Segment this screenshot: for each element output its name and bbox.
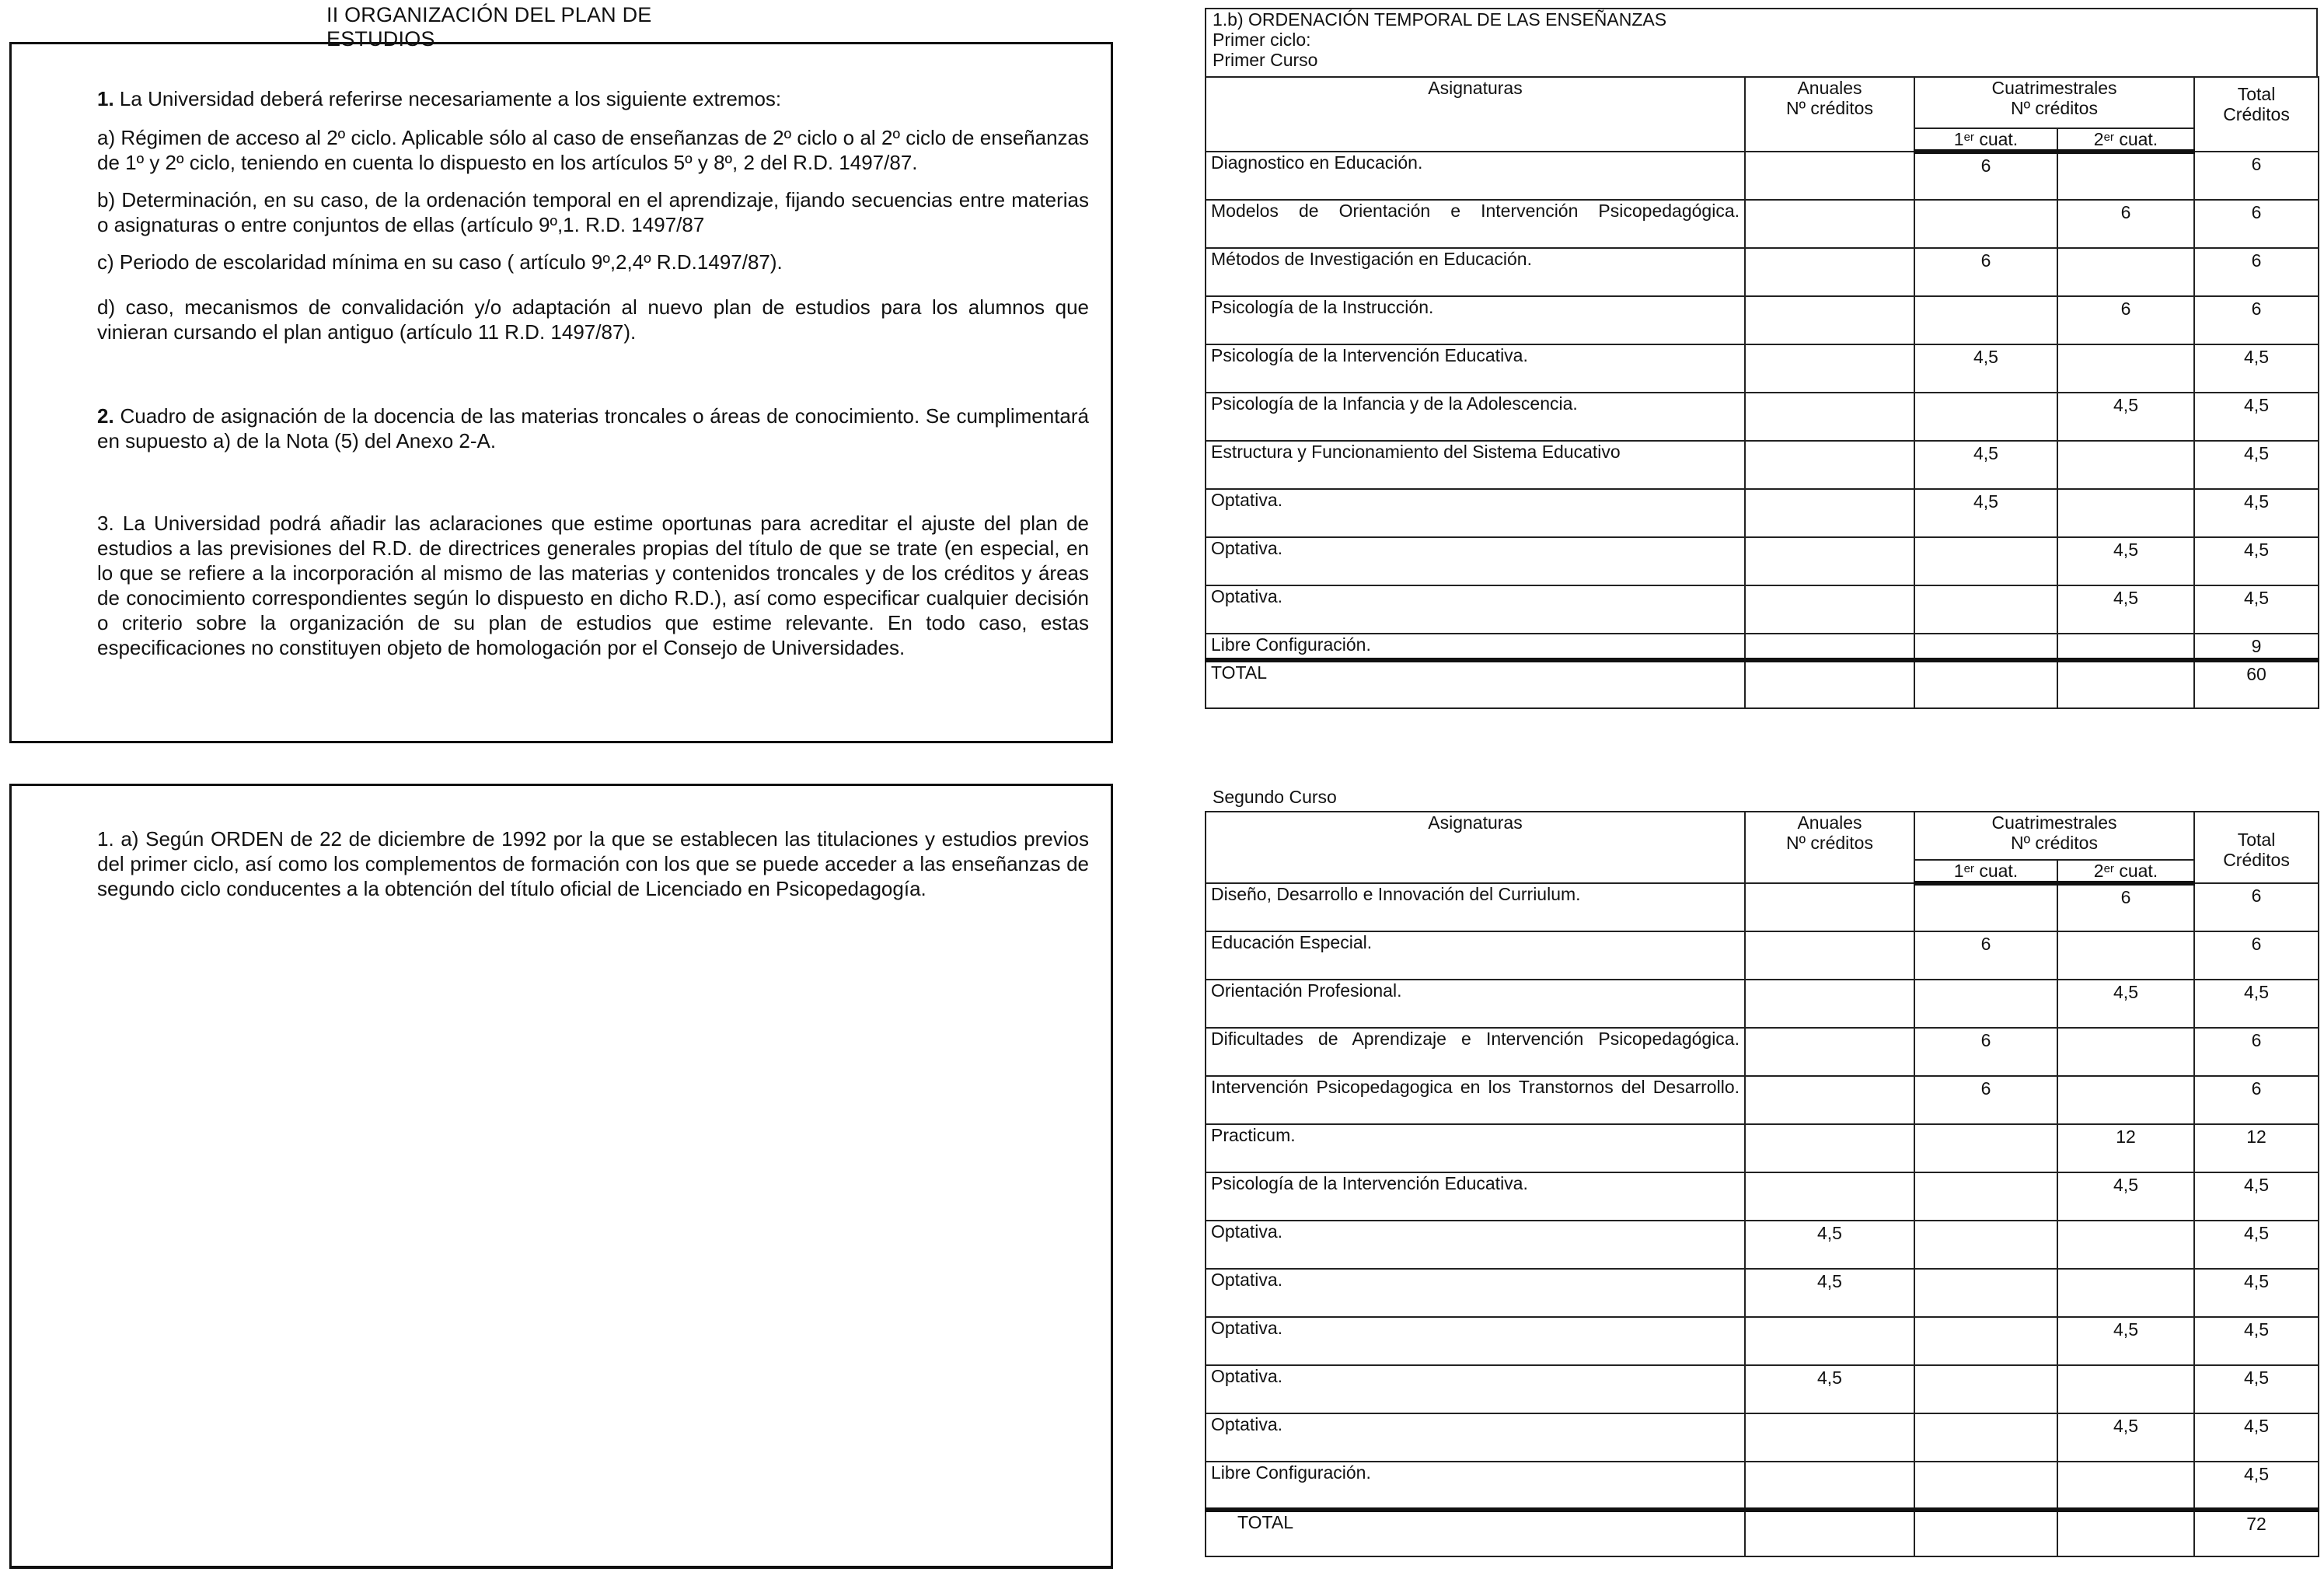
subject-cell: Intervención Psicopedagogica en los Transtornos del Desarrollo. bbox=[1206, 1076, 1745, 1124]
table-row bbox=[1206, 1124, 2319, 1172]
total-credits-cell: 4,5 bbox=[2194, 441, 2319, 489]
subject-cell: Optativa. bbox=[1206, 1269, 1745, 1317]
total-credits-cell: 4,5 bbox=[2194, 489, 2319, 537]
total-credits-cell: 6 bbox=[2194, 296, 2319, 344]
paragraph-a: a) Régimen de acceso al 2º ciclo. Aplicable sólo al caso de enseñanzas de 2º ciclo o al 2º ciclo de enseñanzas de 1º y 2º ciclo, teniendo en cuenta lo dispuesto en los artículos 5º y 8º, 2 del R.D. 1497/87. bbox=[97, 126, 1089, 174]
column-header-q2 bbox=[2057, 860, 2194, 883]
table-row bbox=[1206, 296, 2319, 344]
total-credits-cell: 4,5 bbox=[2194, 393, 2319, 441]
table-row bbox=[1206, 248, 2319, 296]
q1-number: 1 bbox=[1953, 861, 1964, 881]
table-row bbox=[1206, 1221, 2319, 1269]
q2-credits-cell bbox=[2057, 248, 2194, 296]
q1-credits-cell bbox=[1914, 1269, 2057, 1317]
q2-credits-cell: 6 bbox=[2057, 200, 2194, 248]
first-table-cycle: Primer ciclo: bbox=[1213, 30, 1311, 50]
instructions-box bbox=[9, 42, 1113, 743]
table-row bbox=[1206, 1269, 2319, 1317]
q1-credits-cell bbox=[1914, 1317, 2057, 1365]
subject-cell: Psicología de la Infancia y de la Adolescencia. bbox=[1206, 393, 1745, 441]
table-row bbox=[1206, 931, 2319, 980]
annual-credits-cell bbox=[1745, 393, 1914, 441]
subject-cell: Psicología de la Instrucción. bbox=[1206, 296, 1745, 344]
q1-credits-cell: 6 bbox=[1914, 152, 2057, 200]
total-credits-cell: 4,5 bbox=[2194, 537, 2319, 585]
table-row bbox=[1206, 152, 2319, 200]
total-credits-label: Créditos bbox=[2223, 850, 2290, 870]
q2-credits-cell bbox=[2057, 489, 2194, 537]
total-credits-cell: 12 bbox=[2194, 1124, 2319, 1172]
q1-credits-cell bbox=[1914, 1221, 2057, 1269]
q1-credits-cell: 4,5 bbox=[1914, 441, 2057, 489]
q1-credits-cell bbox=[1914, 1413, 2057, 1462]
q2-text: cuat. bbox=[2119, 861, 2158, 881]
q1-credits-cell bbox=[1914, 537, 2057, 585]
paragraph-b: b) Determinación, en su caso, de la ordenación temporal en el aprendizaje, fijando secuencias entre materias o asignaturas o entre conjuntos de ellas (artículo 9º,1. R.D. 1497/87 bbox=[97, 188, 1089, 236]
paragraph-d: d) caso, mecanismos de convalidación y/o adaptación al nuevo plan de estudios para los alumnos que vinieran cursando el plan antiguo (artículo 11 R.D. 1497/87). bbox=[97, 295, 1089, 344]
q1-credits-cell: 6 bbox=[1914, 248, 2057, 296]
q2-ordinal: er bbox=[2103, 131, 2114, 144]
access-regime-box bbox=[9, 784, 1113, 1569]
subject-cell: Libre Configuración. bbox=[1206, 1462, 1745, 1510]
annual-credits-cell bbox=[1745, 585, 1914, 634]
annual-credits-cell bbox=[1745, 344, 1914, 393]
table-row bbox=[1206, 1365, 2319, 1413]
table-row bbox=[1206, 441, 2319, 489]
table-header-row bbox=[1206, 77, 2319, 128]
total-row-label: TOTAL bbox=[1206, 1510, 1745, 1556]
total-credits-cell: 4,5 bbox=[2194, 1269, 2319, 1317]
total-credits-cell: 4,5 bbox=[2194, 1221, 2319, 1269]
annual-credits-cell bbox=[1745, 883, 1914, 931]
first-table-heading: 1.b) ORDENACIÓN TEMPORAL DE LAS ENSEÑANZAS bbox=[1213, 9, 1667, 30]
annual-credits-cell bbox=[1745, 296, 1914, 344]
q2-text: cuat. bbox=[2119, 129, 2158, 149]
q2-credits-cell bbox=[2057, 1076, 2194, 1124]
access-paragraph: 1. a) Según ORDEN de 22 de diciembre de 1992 por la que se establecen las titulaciones y estudios previos del primer ciclo, así como los complementos de formación con los que se puede acceder a las enseñanzas de segundo ciclo conducentes a la obtención del título oficial de Licenciado en Psicopedagogía. bbox=[97, 827, 1089, 900]
paragraph-2-number: 2. bbox=[97, 404, 114, 428]
annual-credits-cell bbox=[1745, 200, 1914, 248]
total-row-q1 bbox=[1914, 660, 2057, 708]
table-row bbox=[1206, 537, 2319, 585]
q2-credits-cell: 4,5 bbox=[2057, 1317, 2194, 1365]
q2-credits-cell: 6 bbox=[2057, 296, 2194, 344]
annual-credits-cell bbox=[1745, 980, 1914, 1028]
total-credits-cell: 4,5 bbox=[2194, 1413, 2319, 1462]
annual-credits-cell bbox=[1745, 1172, 1914, 1221]
q1-credits-cell: 6 bbox=[1914, 931, 2057, 980]
q2-credits-cell: 4,5 bbox=[2057, 585, 2194, 634]
q2-credits-cell bbox=[2057, 344, 2194, 393]
quarterly-credits-label: Nº créditos bbox=[2011, 833, 2098, 853]
total-row bbox=[1206, 1510, 2319, 1556]
paragraph-1 bbox=[97, 86, 1089, 111]
q1-credits-cell bbox=[1914, 1172, 2057, 1221]
subject-cell: Optativa. bbox=[1206, 489, 1745, 537]
q2-ordinal: er bbox=[2103, 862, 2114, 875]
q1-credits-cell bbox=[1914, 200, 2057, 248]
subject-cell: Psicología de la Intervención Educativa. bbox=[1206, 344, 1745, 393]
q1-credits-cell: 6 bbox=[1914, 1028, 2057, 1076]
column-header-subjects: Asignaturas bbox=[1206, 812, 1745, 883]
q2-credits-cell: 4,5 bbox=[2057, 1413, 2194, 1462]
total-row-label: TOTAL bbox=[1206, 660, 1745, 708]
subject-cell: Métodos de Investigación en Educación. bbox=[1206, 248, 1745, 296]
table-row bbox=[1206, 1028, 2319, 1076]
q2-number: 2 bbox=[2093, 861, 2104, 881]
column-header-total bbox=[2194, 812, 2319, 883]
total-row-annual bbox=[1745, 660, 1914, 708]
column-header-q2 bbox=[2057, 128, 2194, 152]
subject-cell: Diseño, Desarrollo e Innovación del Curriulum. bbox=[1206, 883, 1745, 931]
first-table-body bbox=[1206, 152, 2319, 660]
subject-cell: Modelos de Orientación e Intervención Psicopedagógica. bbox=[1206, 200, 1745, 248]
subject-cell: Optativa. bbox=[1206, 585, 1745, 634]
table-row bbox=[1206, 585, 2319, 634]
column-header-q1 bbox=[1914, 128, 2057, 152]
q1-credits-cell: 6 bbox=[1914, 1076, 2057, 1124]
paragraph-1-text: La Universidad deberá referirse necesariamente a los siguiente extremos: bbox=[119, 87, 782, 110]
total-credits-cell: 4,5 bbox=[2194, 1462, 2319, 1510]
q2-credits-cell: 12 bbox=[2057, 1124, 2194, 1172]
subject-cell: Optativa. bbox=[1206, 1413, 1745, 1462]
annual-credits-cell bbox=[1745, 489, 1914, 537]
column-header-quarterly bbox=[1914, 812, 2194, 860]
paragraph-3: 3. La Universidad podrá añadir las aclaraciones que estime oportunas para acreditar el ajuste del plan de estudios a las previsiones del R.D. de directrices generales propias del título de que se trate (en especial, en lo que se refiere a la incorporación al mismo de las materias y contenidos troncales y de los créditos y áreas de conocimiento correspondientes según lo dispuesto en dicho R.D.), así como especificar cualquier decisión o criterio sobre la organización de su plan de estudios que estime relevante. En todo caso, estas especificaciones no constituyen objeto de homologación por el Consejo de Universidades. bbox=[97, 512, 1089, 659]
q2-credits-cell bbox=[2057, 1028, 2194, 1076]
table-row bbox=[1206, 489, 2319, 537]
total-credits-cell: 4,5 bbox=[2194, 344, 2319, 393]
table-row bbox=[1206, 1413, 2319, 1462]
q2-credits-cell bbox=[2057, 931, 2194, 980]
q1-text: cuat. bbox=[1979, 129, 2019, 149]
q1-credits-cell bbox=[1914, 980, 2057, 1028]
subject-cell: Dificultades de Aprendizaje e Intervención Psicopedagógica. bbox=[1206, 1028, 1745, 1076]
q1-number: 1 bbox=[1953, 129, 1964, 149]
q1-credits-cell bbox=[1914, 393, 2057, 441]
total-row-q1 bbox=[1914, 1510, 2057, 1556]
total-credits-cell: 6 bbox=[2194, 1028, 2319, 1076]
annual-credits-cell bbox=[1745, 931, 1914, 980]
total-credits-label: Créditos bbox=[2223, 104, 2290, 124]
q1-ordinal: er bbox=[1963, 862, 1974, 875]
subject-cell: Libre Configuración. bbox=[1206, 634, 1745, 660]
q1-credits-cell bbox=[1914, 883, 2057, 931]
column-header-subjects: Asignaturas bbox=[1206, 77, 1745, 152]
table-row bbox=[1206, 1172, 2319, 1221]
q2-credits-cell: 4,5 bbox=[2057, 980, 2194, 1028]
q1-ordinal: er bbox=[1963, 131, 1974, 144]
quarterly-credits-label: Nº créditos bbox=[2011, 98, 2098, 118]
total-row-q2 bbox=[2057, 660, 2194, 708]
table-row bbox=[1206, 393, 2319, 441]
q2-credits-cell bbox=[2057, 441, 2194, 489]
q2-credits-cell bbox=[2057, 152, 2194, 200]
total-credits-cell: 6 bbox=[2194, 1076, 2319, 1124]
total-credits-cell: 6 bbox=[2194, 200, 2319, 248]
annual-credits-cell bbox=[1745, 248, 1914, 296]
paragraph-2-text: Cuadro de asignación de la docencia de las materias troncales o áreas de conocimiento. Se cumplimentará en supuesto a) de la Nota (5) del Anexo 2-A. bbox=[97, 404, 1089, 452]
total-row bbox=[1206, 660, 2319, 708]
q2-credits-cell bbox=[2057, 1269, 2194, 1317]
annual-credits-cell bbox=[1745, 1413, 1914, 1462]
table-row bbox=[1206, 634, 2319, 660]
q1-credits-cell bbox=[1914, 634, 2057, 660]
table-row bbox=[1206, 1076, 2319, 1124]
annual-credits-cell bbox=[1745, 1076, 1914, 1124]
paragraph-2 bbox=[97, 403, 1089, 453]
q2-credits-cell bbox=[2057, 1221, 2194, 1269]
total-row-value: 72 bbox=[2194, 1510, 2319, 1556]
q2-credits-cell bbox=[2057, 1462, 2194, 1510]
annual-credits-cell bbox=[1745, 441, 1914, 489]
annual-credits-label: Nº créditos bbox=[1786, 833, 1873, 853]
total-credits-cell: 4,5 bbox=[2194, 585, 2319, 634]
q1-credits-cell bbox=[1914, 1365, 2057, 1413]
second-course-table bbox=[1205, 811, 2319, 1557]
column-header-total bbox=[2194, 77, 2319, 152]
annual-credits-cell: 4,5 bbox=[1745, 1365, 1914, 1413]
subject-cell: Optativa. bbox=[1206, 537, 1745, 585]
column-header-q1 bbox=[1914, 860, 2057, 883]
column-header-annual bbox=[1745, 77, 1914, 152]
total-credits-cell: 4,5 bbox=[2194, 1172, 2319, 1221]
subject-cell: Optativa. bbox=[1206, 1365, 1745, 1413]
total-row-annual bbox=[1745, 1510, 1914, 1556]
column-header-quarterly bbox=[1914, 77, 2194, 128]
quarterly-label: Cuatrimestrales bbox=[1991, 812, 2117, 833]
page-title: II ORGANIZACIÓN DEL PLAN DE ESTUDIOS bbox=[326, 3, 652, 51]
annual-credits-cell bbox=[1745, 1028, 1914, 1076]
table-row bbox=[1206, 980, 2319, 1028]
subject-cell: Optativa. bbox=[1206, 1317, 1745, 1365]
subject-cell: Diagnostico en Educación. bbox=[1206, 152, 1745, 200]
subject-cell: Optativa. bbox=[1206, 1221, 1745, 1269]
second-table-course: Segundo Curso bbox=[1213, 787, 1337, 807]
annual-credits-cell: 4,5 bbox=[1745, 1221, 1914, 1269]
total-row-value: 60 bbox=[2194, 660, 2319, 708]
total-credits-cell: 6 bbox=[2194, 883, 2319, 931]
annual-label: Anuales bbox=[1797, 78, 1862, 98]
total-label: Total bbox=[2237, 84, 2276, 104]
total-credits-cell: 6 bbox=[2194, 248, 2319, 296]
annual-credits-cell bbox=[1745, 152, 1914, 200]
table-header-row bbox=[1206, 812, 2319, 860]
q2-number: 2 bbox=[2093, 129, 2104, 149]
quarterly-label: Cuatrimestrales bbox=[1991, 78, 2117, 98]
paragraph-1-number: 1. bbox=[97, 87, 114, 110]
second-table-body bbox=[1206, 883, 2319, 1510]
annual-credits-cell bbox=[1745, 1462, 1914, 1510]
total-label: Total bbox=[2237, 830, 2276, 850]
subject-cell: Estructura y Funcionamiento del Sistema Educativo bbox=[1206, 441, 1745, 489]
annual-credits-cell bbox=[1745, 537, 1914, 585]
column-header-annual bbox=[1745, 812, 1914, 883]
q1-credits-cell bbox=[1914, 296, 2057, 344]
annual-credits-label: Nº créditos bbox=[1786, 98, 1873, 118]
subject-cell: Psicología de la Intervención Educativa. bbox=[1206, 1172, 1745, 1221]
total-credits-cell: 4,5 bbox=[2194, 1317, 2319, 1365]
table-row bbox=[1206, 1317, 2319, 1365]
q2-credits-cell: 4,5 bbox=[2057, 393, 2194, 441]
total-row-q2 bbox=[2057, 1510, 2194, 1556]
total-credits-cell: 4,5 bbox=[2194, 980, 2319, 1028]
annual-label: Anuales bbox=[1797, 812, 1862, 833]
total-credits-cell: 9 bbox=[2194, 634, 2319, 660]
q1-credits-cell bbox=[1914, 1462, 2057, 1510]
q1-credits-cell bbox=[1914, 1124, 2057, 1172]
q2-credits-cell bbox=[2057, 634, 2194, 660]
q1-text: cuat. bbox=[1979, 861, 2019, 881]
annual-credits-cell bbox=[1745, 1317, 1914, 1365]
subject-cell: Practicum. bbox=[1206, 1124, 1745, 1172]
q1-credits-cell bbox=[1914, 585, 2057, 634]
annual-credits-cell: 4,5 bbox=[1745, 1269, 1914, 1317]
q2-credits-cell: 4,5 bbox=[2057, 537, 2194, 585]
total-credits-cell: 4,5 bbox=[2194, 1365, 2319, 1413]
total-credits-cell: 6 bbox=[2194, 931, 2319, 980]
total-credits-cell: 6 bbox=[2194, 152, 2319, 200]
subject-cell: Orientación Profesional. bbox=[1206, 980, 1745, 1028]
first-course-table bbox=[1205, 76, 2319, 709]
table-row bbox=[1206, 1462, 2319, 1510]
q1-credits-cell: 4,5 bbox=[1914, 344, 2057, 393]
table-row bbox=[1206, 344, 2319, 393]
table-row bbox=[1206, 200, 2319, 248]
first-table-heading-frame bbox=[1205, 8, 2318, 78]
subject-cell: Educación Especial. bbox=[1206, 931, 1745, 980]
q2-credits-cell bbox=[2057, 1365, 2194, 1413]
q1-credits-cell: 4,5 bbox=[1914, 489, 2057, 537]
annual-credits-cell bbox=[1745, 634, 1914, 660]
q2-credits-cell: 4,5 bbox=[2057, 1172, 2194, 1221]
table-row bbox=[1206, 883, 2319, 931]
annual-credits-cell bbox=[1745, 1124, 1914, 1172]
paragraph-c: c) Periodo de escolaridad mínima en su caso ( artículo 9º,2,4º R.D.1497/87). bbox=[97, 250, 783, 274]
first-table-course: Primer Curso bbox=[1213, 50, 1318, 70]
q2-credits-cell: 6 bbox=[2057, 883, 2194, 931]
